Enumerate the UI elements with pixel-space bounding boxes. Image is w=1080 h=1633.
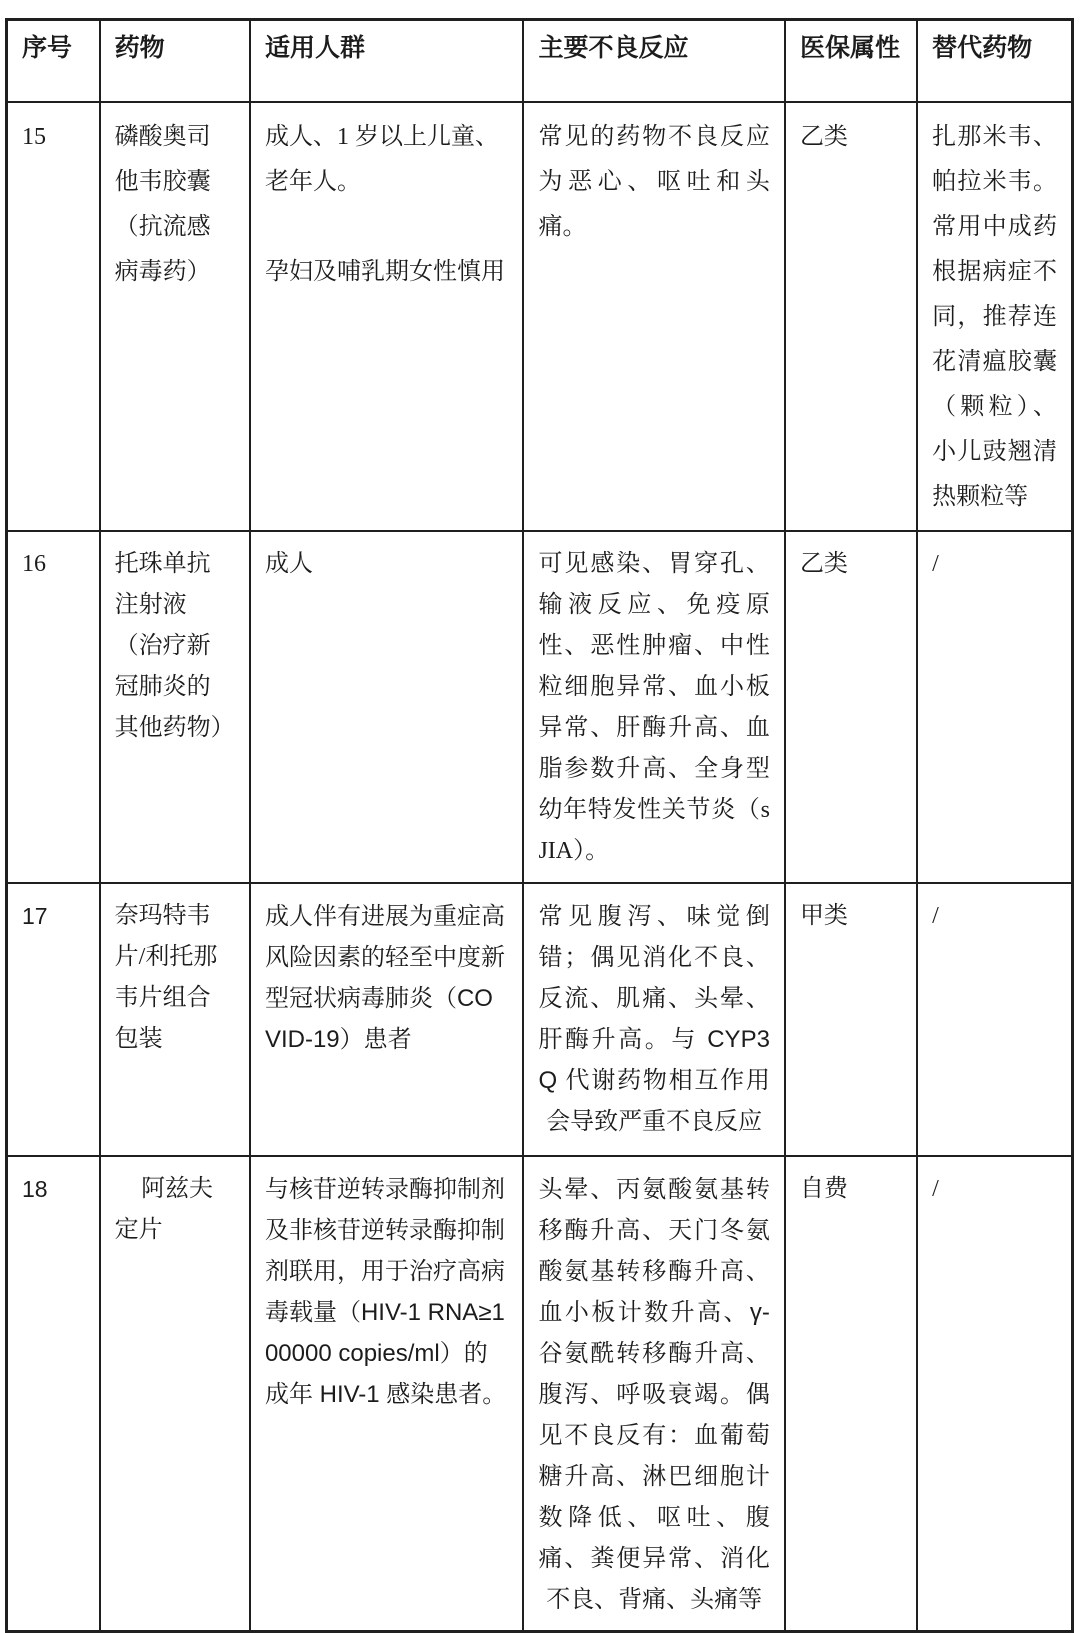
cell-reactions-18: 头晕、丙氨酸氨基转移酶升高、天门冬氨酸氨基转移酶升高、血小板计数升高、γ-谷氨酰转移酶升高、腹泻、呼吸衰竭。偶见不良反有：血葡萄糖升高、淋巴细胞计数降低、呕吐、腹痛、粪便异常、消化不良、背痛、头痛等 [523,1156,784,1632]
cell-drug-15: 磷酸奥司他韦胶囊（抗流感病毒药） [100,102,250,531]
table-row-17 [7,883,1073,1156]
cell-reactions-16: 可见感染、胃穿孔、输液反应、免疫原性、恶性肿瘤、中性粒细胞异常、血小板异常、肝酶升高、血脂参数升高、全身型幼年特发性关节炎（sJIA）。 [523,531,784,883]
population-paragraph-2: 孕妇及哺乳期女性慎用 [264,258,505,285]
cell-population-18: 与核苷逆转录酶抑制剂及非核苷逆转录酶抑制剂联用，用于治疗高病毒载量（HIV-1 RNA≥100000 copies/ml）的成年 HIV-1 感染患者。 [250,1156,524,1632]
cell-population-17: 成人伴有进展为重症高风险因素的轻至中度新型冠状病毒肺炎（COVID-19）患者 [250,883,524,1156]
cell-drug-16: 托珠单抗注射液（治疗新冠肺炎的其他药物） [100,531,250,883]
drug-info-table [5,18,1074,1633]
cell-alternative-18: / [917,1156,1072,1632]
cell-drug-17: 奈玛特韦片/利托那韦片组合包装 [100,883,250,1156]
table-row-16 [7,531,1073,883]
cell-insurance-15: 乙类 [785,102,917,531]
header-row [7,20,1073,102]
header-no: 序号 [7,20,100,102]
cell-reactions-15: 常见的药物不良反应为恶心、呕吐和头痛。 [523,102,784,531]
cell-alternative-16: / [917,531,1072,883]
cell-insurance-17: 甲类 [785,883,917,1156]
cell-reactions-17: 常见腹泻、味觉倒错；偶见消化不良、反流、肌痛、头晕、肝酶升高。与 CYP3Q 代谢药物相互作用会导致严重不良反应 [523,883,784,1156]
cell-alternative-15: 扎那米韦、帕拉米韦。常用中成药根据病症不同，推荐连花清瘟胶囊（颗粒）、小儿豉翘清热颗粒等 [917,102,1072,531]
cell-population-15 [250,102,524,531]
cell-population-16: 成人 [250,531,524,883]
cell-no-18: 18 [7,1156,100,1632]
cell-insurance-18: 自费 [785,1156,917,1632]
header-insurance: 医保属性 [785,20,917,102]
cell-no-16: 16 [7,531,100,883]
cell-no-17: 17 [7,883,100,1156]
cell-insurance-16: 乙类 [785,531,917,883]
table-row-15 [7,102,1073,531]
table-row-18 [7,1156,1073,1632]
cell-no-15: 15 [7,102,100,531]
cell-drug-18: 阿兹夫定片 [100,1156,250,1632]
header-population: 适用人群 [250,20,524,102]
header-drug: 药物 [100,20,250,102]
header-alternative: 替代药物 [917,20,1072,102]
header-reactions: 主要不良反应 [523,20,784,102]
cell-alternative-17: / [917,883,1072,1156]
population-paragraph-1: 成人、1 岁以上儿童、老年人。 [264,123,499,195]
